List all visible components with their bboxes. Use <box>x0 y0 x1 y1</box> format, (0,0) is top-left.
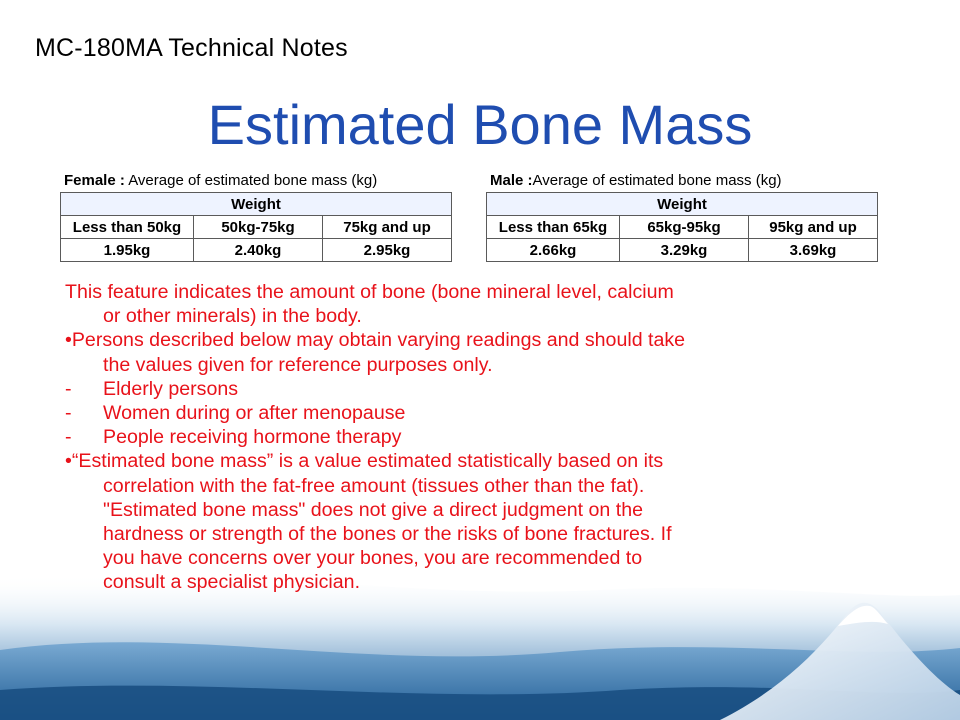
bullet-line: correlation with the fat-free amount (tissues other than the fat). <box>103 474 645 497</box>
male-table-caption <box>490 172 878 189</box>
male-bone-mass-table <box>486 192 878 262</box>
body-text <box>65 280 925 595</box>
table-row <box>487 216 878 239</box>
table-row <box>61 216 452 239</box>
value-cell: 2.40kg <box>194 239 323 262</box>
range-cell: 95kg and up <box>749 216 878 239</box>
list-item <box>65 425 925 449</box>
range-cell: Less than 50kg <box>61 216 194 239</box>
bullet-line: you have concerns over your bones, you are recommended to <box>103 547 643 570</box>
female-table-block <box>60 172 452 262</box>
bullet-line: "Estimated bone mass" does not give a direct judgment on the <box>103 498 643 521</box>
bullet-line: •Persons described below may obtain varying readings and should take <box>65 329 686 352</box>
value-cell: 3.69kg <box>749 239 878 262</box>
dash-marker: - <box>65 426 72 449</box>
list-item-text: Women during or after menopause <box>103 402 406 425</box>
list-item-text: Elderly persons <box>103 377 239 400</box>
bullet-line: •“Estimated bone mass” is a value estimated statistically based on its <box>65 450 664 473</box>
value-cell: 2.95kg <box>323 239 452 262</box>
female-table-caption <box>64 172 452 189</box>
bullet-line: hardness or strength of the bones or the risks of bone fractures. If <box>103 523 672 546</box>
list-item-text: People receiving hormone therapy <box>103 426 402 449</box>
intro-line: or other minerals) in the body. <box>103 305 362 328</box>
bullet-line: consult a specialist physician. <box>103 571 361 594</box>
bullet-line: the values given for reference purposes only. <box>103 353 493 376</box>
range-cell: 50kg-75kg <box>194 216 323 239</box>
value-cell: 3.29kg <box>620 239 749 262</box>
notes-title: MC-180MA Technical Notes <box>35 34 348 62</box>
table-row <box>487 193 878 216</box>
table-row <box>61 239 452 262</box>
weight-header-cell: Weight <box>487 193 878 216</box>
value-cell: 2.66kg <box>487 239 620 262</box>
weight-header-cell: Weight <box>61 193 452 216</box>
male-table-block <box>486 172 878 262</box>
male-caption-text: Average of estimated bone mass (kg) <box>532 172 782 189</box>
range-cell: 65kg-95kg <box>620 216 749 239</box>
intro-line: This feature indicates the amount of bone (bone mineral level, calcium <box>65 281 674 303</box>
table-row <box>487 239 878 262</box>
list-item <box>65 401 925 425</box>
table-row <box>61 193 452 216</box>
value-cell: 1.95kg <box>61 239 194 262</box>
dash-marker: - <box>65 402 72 425</box>
slide-title: Estimated Bone Mass <box>207 93 753 156</box>
female-bone-mass-table <box>60 192 452 262</box>
list-item <box>65 377 925 401</box>
female-caption-text: Average of estimated bone mass (kg) <box>124 172 378 189</box>
male-label: Male : <box>490 172 533 189</box>
range-cell: Less than 65kg <box>487 216 620 239</box>
range-cell: 75kg and up <box>323 216 452 239</box>
dash-marker: - <box>65 377 72 400</box>
female-label: Female : <box>64 172 125 189</box>
